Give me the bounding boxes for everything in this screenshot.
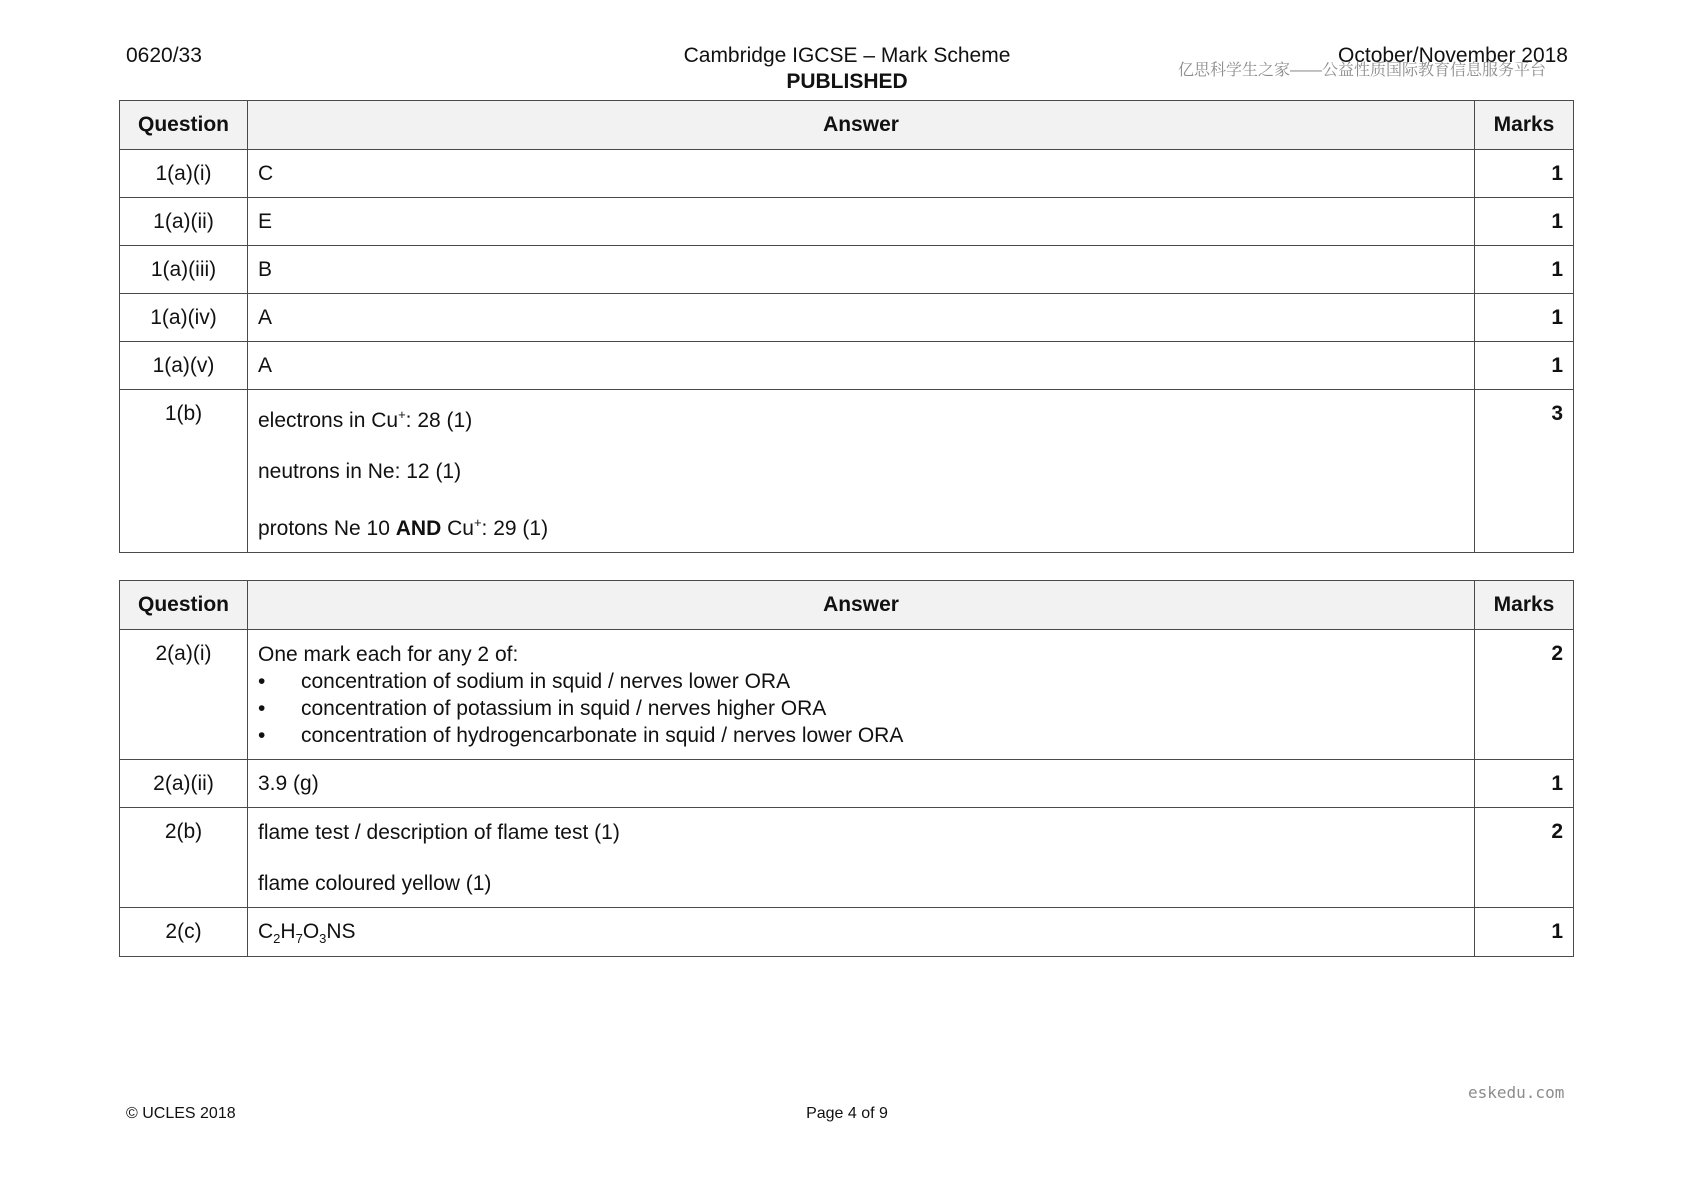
answer-cell: 3.9 (g) <box>248 760 1475 808</box>
marks-cell: 1 <box>1475 294 1574 342</box>
answer-cell: B <box>248 246 1475 294</box>
answer-line-flame-test: flame test / description of flame test (1) <box>258 821 620 844</box>
mark-scheme-table-1 <box>119 100 1574 553</box>
question-header: Question <box>120 581 248 630</box>
question-cell: 2(a)(i) <box>120 630 248 760</box>
header-watermark: 亿思科学生之家——公益性质国际教育信息服务平台 <box>1178 62 1547 79</box>
marks-header: Marks <box>1475 581 1574 630</box>
table-row <box>120 342 1574 390</box>
table-row <box>120 246 1574 294</box>
marks-cell: 1 <box>1475 246 1574 294</box>
answer-header: Answer <box>248 581 1475 630</box>
paper-code: 0620/33 <box>126 44 202 67</box>
marks-cell: 1 <box>1475 342 1574 390</box>
answer-line-electrons: electrons in Cu+: 28 (1) <box>258 407 473 432</box>
question-cell: 1(a)(v) <box>120 342 248 390</box>
mark-scheme-table-2 <box>119 580 1574 957</box>
marks-cell: 1 <box>1475 198 1574 246</box>
answer-line-protons: protons Ne 10 AND Cu+: 29 (1) <box>258 515 549 540</box>
list-item: • concentration of hydrogencarbonate in squid / nerves lower ORA <box>258 722 1464 749</box>
list-item: • concentration of potassium in squid / nerves higher ORA <box>258 695 1464 722</box>
answer-header: Answer <box>248 101 1475 150</box>
question-cell: 1(b) <box>120 390 248 553</box>
list-item: • concentration of sodium in squid / nerves lower ORA <box>258 668 1464 695</box>
marks-cell: 1 <box>1475 150 1574 198</box>
answer-cell <box>248 908 1475 957</box>
exam-session: October/November 2018 <box>1338 44 1568 67</box>
question-cell: 2(c) <box>120 908 248 957</box>
table-row <box>120 150 1574 198</box>
answer-cell: A <box>248 294 1475 342</box>
marks-cell: 1 <box>1475 760 1574 808</box>
table-row <box>120 808 1574 908</box>
answer-cell <box>248 630 1475 760</box>
marks-cell: 2 <box>1475 630 1574 760</box>
table-row <box>120 630 1574 760</box>
table-header-row <box>120 101 1574 150</box>
published-label: PUBLISHED <box>786 70 908 93</box>
question-cell: 1(a)(iii) <box>120 246 248 294</box>
answer-cell <box>248 808 1475 908</box>
answer-line-neutrons: neutrons in Ne: 12 (1) <box>258 460 462 483</box>
marks-cell: 2 <box>1475 808 1574 908</box>
table-row <box>120 390 1574 553</box>
marks-header: Marks <box>1475 101 1574 150</box>
answer-cell: A <box>248 342 1475 390</box>
answer-intro: One mark each for any 2 of: <box>258 643 519 666</box>
copyright: © UCLES 2018 <box>126 1105 236 1122</box>
chemical-formula: $C_2H_7O_3NS$ <box>258 920 356 947</box>
answer-cell <box>248 390 1475 553</box>
table-row <box>120 908 1574 957</box>
answer-line-flame-colour: flame coloured yellow (1) <box>258 872 492 895</box>
document-title: Cambridge IGCSE – Mark Scheme <box>683 44 1011 67</box>
question-cell: 1(a)(iv) <box>120 294 248 342</box>
question-cell: 1(a)(i) <box>120 150 248 198</box>
table-header-row <box>120 581 1574 630</box>
question-cell: 2(a)(ii) <box>120 760 248 808</box>
table-row <box>120 294 1574 342</box>
answer-cell: C <box>248 150 1475 198</box>
marks-cell: 3 <box>1475 390 1574 553</box>
table-row <box>120 198 1574 246</box>
footer-watermark: eskedu.com <box>1468 1083 1565 1102</box>
question-cell: 2(b) <box>120 808 248 908</box>
question-header: Question <box>120 101 248 150</box>
marks-cell: 1 <box>1475 908 1574 957</box>
page-number: Page 4 of 9 <box>806 1105 888 1122</box>
answer-bullet-list <box>258 668 1464 749</box>
table-row <box>120 760 1574 808</box>
question-cell: 1(a)(ii) <box>120 198 248 246</box>
answer-cell: E <box>248 198 1475 246</box>
